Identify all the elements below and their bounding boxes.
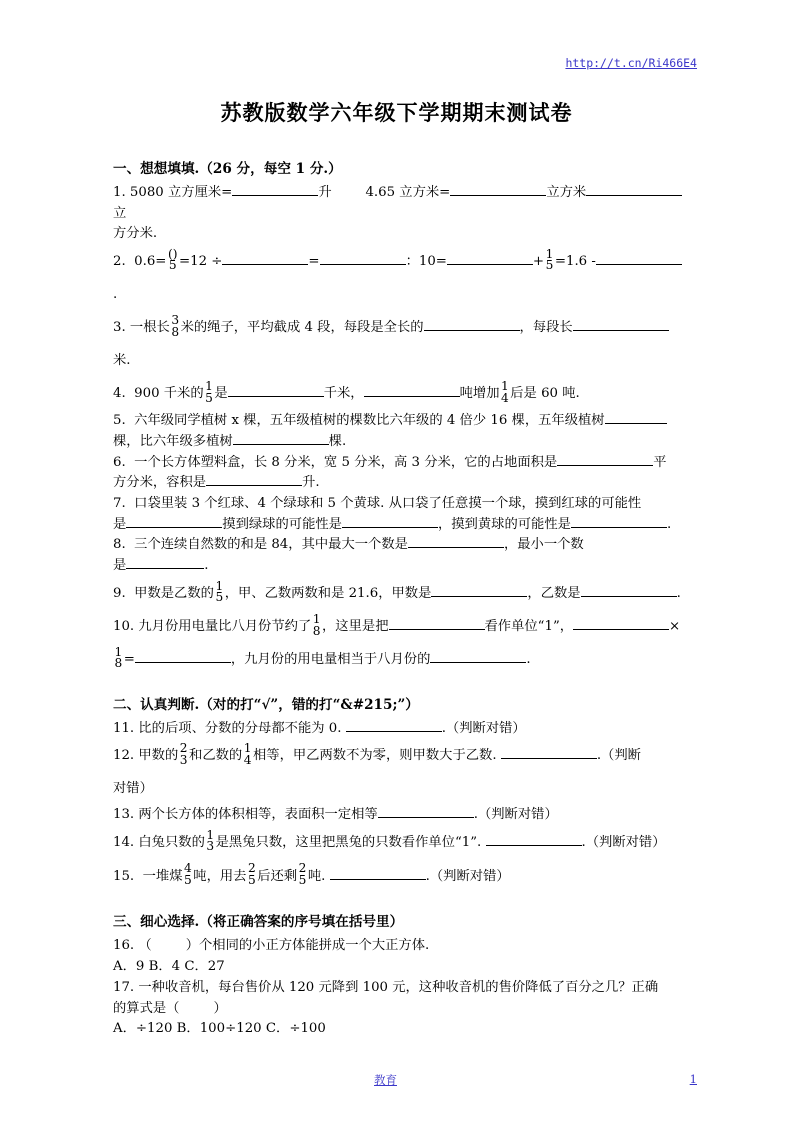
- q12-fraction-2: [244, 743, 252, 766]
- q3-text-4: 米.: [113, 352, 131, 368]
- q14-frac-numerator: 1: [206, 827, 215, 842]
- q7-number: 7.: [113, 495, 126, 511]
- q8-number: 8.: [113, 537, 126, 553]
- q5-number: 5.: [113, 413, 126, 429]
- q15-fraction-3: [299, 863, 307, 886]
- q15-frac1-denominator: 5: [184, 872, 192, 887]
- q11-blank[interactable]: [346, 731, 442, 732]
- q5-text-3: 棵.: [328, 433, 347, 449]
- q10-text-5: =: [123, 652, 135, 668]
- q2-blank-3[interactable]: [447, 264, 533, 265]
- q2-text-6: =1.6 -: [554, 254, 596, 270]
- q17-number: 17.: [113, 979, 135, 995]
- q4-number: 4.: [113, 386, 126, 402]
- q2-fraction-2: [545, 246, 554, 273]
- q12-frac1-denominator: 3: [179, 752, 188, 767]
- section-heading-2: 二、认真判断.（对的打“√”，错的打“&#215;”）: [113, 696, 419, 713]
- source-url-link[interactable]: http://t.cn/Ri466E4: [565, 56, 697, 70]
- q16-text-1: （: [138, 938, 152, 954]
- q2-frac2-denominator: 5: [545, 258, 554, 273]
- q4-frac1-numerator: 1: [205, 379, 213, 394]
- q3-fraction: [171, 315, 179, 338]
- q4-blank-1[interactable]: [228, 396, 324, 397]
- q2-blank-2[interactable]: [320, 264, 406, 265]
- q15-frac3-denominator: 5: [298, 872, 307, 887]
- q2-text-1: 0.6=: [134, 254, 167, 270]
- q16-number: 16.: [113, 938, 135, 954]
- q1-blank-1[interactable]: [232, 195, 318, 196]
- q10-frac2-numerator: 1: [114, 644, 123, 659]
- q2-frac1-denominator: 5: [168, 258, 177, 273]
- q17-text-1: 一种收音机，每台售价从 120 元降到 100 元，这种收音机的售价降低了百分之几？正确: [138, 979, 659, 995]
- question-16: [113, 936, 685, 977]
- question-2: [113, 246, 685, 311]
- q3-text-1: 一根长: [129, 320, 170, 336]
- q11-text-2: .（判断对错）: [441, 720, 526, 736]
- question-7: [113, 494, 685, 535]
- q14-text-2: 是黑兔只数，这里把黑兔的只数看作单位“1”.: [215, 835, 482, 851]
- q2-fraction-1: [167, 246, 178, 273]
- q8-text-1: 三个连续自然数的和是 84，其中最大一个数是: [134, 537, 408, 553]
- q8-text-4: .: [204, 558, 209, 574]
- q2-text-2: =12 ÷: [178, 254, 223, 270]
- q14-text-3: .（判断对错）: [581, 835, 666, 851]
- q17-text-3: ）: [213, 1000, 227, 1016]
- page-footer: [0, 1072, 793, 1092]
- q12-frac1-numerator: 2: [179, 741, 188, 756]
- q4-frac2-numerator: 1: [501, 379, 509, 394]
- q12-text-4: .（判断: [596, 748, 641, 764]
- question-9: [113, 578, 685, 611]
- q13-blank[interactable]: [378, 817, 474, 818]
- q5-text-2: 棵，比六年级多植树: [113, 433, 233, 449]
- q15-text-5: .（判断对错）: [425, 868, 510, 884]
- q10-text-3: 看作单位“1”，: [484, 619, 574, 635]
- q10-fraction-1: [313, 614, 321, 637]
- q4-frac2-denominator: 4: [501, 390, 509, 405]
- question-5: [113, 411, 685, 452]
- q1-text-1: 5080 立方厘米=: [129, 185, 233, 201]
- q8-text-2: ，最小一个数: [503, 537, 584, 553]
- q10-text-4: ×: [669, 619, 681, 635]
- q14-frac-denominator: 3: [206, 839, 215, 854]
- q7-text-4: ，摸到黄球的可能性是: [437, 516, 571, 532]
- q15-frac1-numerator: 4: [184, 861, 192, 876]
- q10-number: 10.: [113, 619, 135, 635]
- q9-fraction: [215, 578, 224, 605]
- q9-frac-numerator: 1: [215, 578, 224, 593]
- q15-fraction-2: [248, 863, 256, 886]
- q10-blank-3[interactable]: [135, 662, 231, 663]
- q8-blank-1[interactable]: [408, 547, 504, 548]
- q14-text-1: 白兔只数的: [138, 835, 205, 851]
- q15-text-2: 吨，用去: [193, 868, 247, 884]
- q10-text-2: ，这里是把: [322, 619, 389, 635]
- question-4: [113, 378, 685, 411]
- question-15: [113, 861, 685, 894]
- q4-text-4: 吨增加: [459, 386, 500, 402]
- q12-text-2: 和乙数的: [189, 748, 243, 764]
- q2-frac2-numerator: 1: [545, 246, 554, 261]
- q4-frac1-denominator: 5: [205, 390, 213, 405]
- q2-text-7: .: [113, 286, 118, 302]
- q4-fraction-1: [205, 381, 213, 404]
- q4-blank-2[interactable]: [364, 396, 460, 397]
- q15-number: 15.: [113, 868, 135, 884]
- q17-options[interactable]: A．÷120 B．100÷120 C．÷100: [113, 1021, 326, 1037]
- question-8: [113, 535, 685, 576]
- q9-number: 9.: [113, 585, 126, 601]
- q1-text-6: 方分米.: [113, 226, 158, 242]
- q17-text-2: 的算式是（: [113, 1000, 180, 1016]
- q6-number: 6.: [113, 454, 126, 470]
- q9-text-4: .: [676, 585, 681, 601]
- q16-text-2: ）个相同的小正方体能拼成一个大正方体.: [185, 938, 430, 954]
- q14-number: 14.: [113, 835, 135, 851]
- q12-text-1: 甲数的: [138, 748, 179, 764]
- q13-text-1: 两个长方体的体积相等，表面积一定相等: [138, 807, 378, 823]
- q3-text-3: ，每段长: [519, 320, 573, 336]
- question-6: [113, 453, 685, 494]
- q6-blank-1[interactable]: [557, 465, 653, 466]
- question-17: [113, 978, 685, 1040]
- q14-fraction: [206, 827, 215, 854]
- q7-text-3: 摸到绿球的可能性是: [222, 516, 342, 532]
- q3-blank-2[interactable]: [573, 330, 669, 331]
- q10-fraction-2: [114, 644, 123, 671]
- q4-text-5: 后是 60 吨.: [510, 386, 580, 402]
- footer-link[interactable]: 教育: [374, 1073, 397, 1087]
- question-10: [113, 611, 685, 676]
- q9-frac-denominator: 5: [215, 590, 224, 605]
- q6-text-2: 平: [653, 454, 667, 470]
- q10-blank-2[interactable]: [573, 629, 669, 630]
- q7-text-2: 是: [113, 516, 127, 532]
- q4-text-2: 是: [214, 386, 228, 402]
- q1-text-3: 4.65 立方米=: [365, 185, 451, 201]
- q12-text-3: 相等，甲乙两数不为零，则甲数大于乙数.: [253, 748, 497, 764]
- q10-text-7: .: [526, 652, 531, 668]
- question-3: [113, 312, 685, 377]
- q2-blank-1[interactable]: [222, 264, 308, 265]
- q1-blank-3[interactable]: [586, 195, 682, 196]
- q3-frac-numerator: 3: [171, 313, 180, 328]
- question-13: [113, 805, 685, 826]
- q15-text-3: 后还剩: [257, 868, 298, 884]
- q7-text-5: .: [666, 516, 672, 532]
- q15-fraction-1: [184, 863, 192, 886]
- q15-text-4: 吨.: [307, 868, 326, 884]
- q3-text-2: 米的绳子，平均截成 4 段，每段是全长的: [180, 320, 424, 336]
- q4-fraction-2: [501, 381, 509, 404]
- q12-blank[interactable]: [501, 758, 597, 759]
- q10-blank-1[interactable]: [389, 629, 485, 630]
- question-11: [113, 719, 685, 740]
- q9-text-2: ，甲、乙数两数和是 21.6，甲数是: [224, 585, 432, 601]
- q10-frac1-denominator: 8: [312, 623, 321, 638]
- q3-number: 3.: [113, 320, 126, 336]
- q2-text-5: +: [532, 254, 545, 270]
- q5-text-1: 六年级同学植树 x 棵，五年级植树的棵数比六年级的 4 倍少 16 棵，五年级植树: [134, 413, 605, 429]
- q12-frac2-denominator: 4: [243, 752, 252, 767]
- q15-frac2-denominator: 5: [247, 872, 256, 887]
- q1-blank-2[interactable]: [450, 195, 546, 196]
- q7-text-1: 口袋里装 3 个红球、4 个绿球和 5 个黄球. 从口袋了任意摸一个球，摸到红球的可能性: [134, 495, 642, 511]
- q4-text-3: 千米，: [323, 386, 364, 402]
- q10-frac2-denominator: 8: [114, 656, 123, 671]
- q8-text-3: 是: [113, 558, 127, 574]
- page-number[interactable]: 1: [689, 1072, 697, 1086]
- question-1: [113, 183, 685, 245]
- q16-options[interactable]: A．9 B．4 C．27: [113, 959, 225, 975]
- q12-fraction-1: [180, 743, 188, 766]
- q1-text-2: 升: [318, 185, 332, 201]
- q6-text-4: 升.: [302, 475, 320, 491]
- q15-blank[interactable]: [330, 879, 426, 880]
- q10-text-6: ，九月份的用电量相当于八月份的: [230, 652, 431, 668]
- q9-text-3: ，乙数是: [527, 585, 581, 601]
- q11-text-1: 比的后项、分数的分母都不能为 0.: [138, 720, 342, 736]
- q9-text-1: 甲数是乙数的: [134, 585, 214, 601]
- q1-text-4: 立方米: [546, 185, 587, 201]
- q3-frac-denominator: 8: [171, 324, 180, 339]
- q10-text-1: 九月份用电量比八月份节约了: [138, 619, 312, 635]
- q12-number: 12.: [113, 748, 135, 764]
- q1-number: 1.: [113, 185, 126, 201]
- q13-number: 13.: [113, 807, 135, 823]
- page-title: 苏教版数学六年级下学期期末测试卷: [220, 100, 573, 125]
- q4-text-1: 900 千米的: [134, 386, 204, 402]
- q11-number: 11.: [113, 720, 135, 736]
- q12-frac2-numerator: 1: [243, 741, 252, 756]
- q13-text-2: .（判断对错）: [473, 807, 558, 823]
- q2-blank-4[interactable]: [596, 264, 682, 265]
- q9-blank-1[interactable]: [431, 596, 527, 597]
- section-heading-3: 三、细心选择.（将正确答案的序号填在括号里）: [113, 914, 404, 931]
- q2-text-4: ：10=: [405, 254, 447, 270]
- q7-blank-3[interactable]: [571, 527, 667, 528]
- question-12: [113, 740, 685, 805]
- q8-blank-2[interactable]: [126, 568, 204, 569]
- q7-blank-1[interactable]: [126, 527, 222, 528]
- exam-content: [113, 158, 685, 1040]
- q15-frac2-numerator: 2: [247, 861, 256, 876]
- q7-blank-2[interactable]: [342, 527, 438, 528]
- q2-frac1-numerator: (): [167, 246, 178, 261]
- q3-blank-1[interactable]: [424, 330, 520, 331]
- q1-text-5: 立: [113, 205, 127, 221]
- q6-text-3: 方分米，容积是: [113, 475, 207, 491]
- source-url-container: [565, 52, 697, 71]
- q6-blank-2[interactable]: [206, 485, 302, 486]
- q6-text-1: 一个长方体塑料盒，长 8 分米，宽 5 分米，高 3 分米，它的占地面积是: [134, 454, 558, 470]
- q2-text-3: =: [308, 254, 320, 270]
- q14-blank[interactable]: [486, 845, 582, 846]
- section-heading-1: 一、想想填填.（26 分，每空 1 分.）: [113, 161, 342, 177]
- q5-blank-2[interactable]: [233, 444, 329, 445]
- q10-frac1-numerator: 1: [312, 612, 321, 627]
- q5-blank-1[interactable]: [605, 423, 667, 424]
- q10-blank-4[interactable]: [430, 662, 526, 663]
- q15-text-1: 一堆煤: [142, 868, 183, 884]
- q9-blank-2[interactable]: [581, 596, 677, 597]
- q15-frac3-numerator: 2: [298, 861, 307, 876]
- q12-text-5: 对错）: [113, 780, 153, 796]
- question-14: [113, 827, 685, 860]
- q2-number: 2.: [113, 254, 126, 270]
